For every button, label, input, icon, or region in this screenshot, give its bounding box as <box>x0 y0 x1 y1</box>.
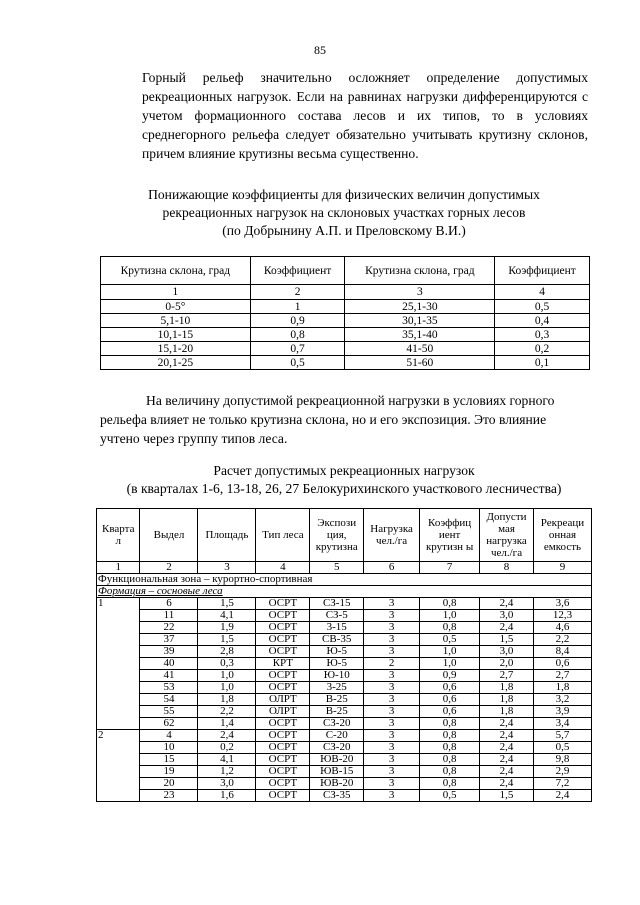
column-header: Коэффиц иент крутизн ы <box>420 509 480 562</box>
table-row <box>97 646 592 658</box>
table-cell: ОСРТ <box>256 670 310 682</box>
table-cell: 0,5 <box>250 356 345 370</box>
table-cell: СЗ-35 <box>310 790 364 802</box>
table-cell: ОСРТ <box>256 622 310 634</box>
table-row <box>97 670 592 682</box>
table-row <box>101 300 590 314</box>
formation-label: Формация – сосновые леса <box>97 586 592 598</box>
table-cell: 1,8 <box>480 694 534 706</box>
table-cell: 3,9 <box>533 706 591 718</box>
table-row <box>97 718 592 730</box>
table-cell: 3 <box>364 778 420 790</box>
table-cell: 15,1-20 <box>101 342 251 356</box>
table-cell: 1,0 <box>198 682 256 694</box>
column-number: 3 <box>345 285 495 300</box>
table-cell: 6 <box>140 598 198 610</box>
table-cell: ЮВ-20 <box>310 778 364 790</box>
table-cell: 2,7 <box>533 670 591 682</box>
table-cell: 0,8 <box>420 730 480 742</box>
column-header: Рекреаци онная емкость <box>533 509 591 562</box>
title-line: рекреационных нагрузок на склоновых участках горных лесов <box>162 205 526 220</box>
intro-paragraph <box>100 68 588 163</box>
table-cell: ОЛРТ <box>256 706 310 718</box>
column-number: 6 <box>364 562 420 574</box>
table-cell: В-25 <box>310 694 364 706</box>
table-cell: 1,5 <box>480 634 534 646</box>
table-cell: СЗ-5 <box>310 610 364 622</box>
column-number: 1 <box>101 285 251 300</box>
table-cell: 0-5° <box>101 300 251 314</box>
table-cell: 0,6 <box>420 706 480 718</box>
table-cell: 1,4 <box>198 718 256 730</box>
table-cell: ОСРТ <box>256 730 310 742</box>
table-row <box>97 778 592 790</box>
table-cell: 1,6 <box>198 790 256 802</box>
table-cell: 2,0 <box>480 658 534 670</box>
table-header-row <box>97 509 592 562</box>
table-cell: 1,5 <box>198 598 256 610</box>
table-cell: СЗ-15 <box>310 598 364 610</box>
table-cell: 1,5 <box>198 634 256 646</box>
table-cell: 0,8 <box>420 718 480 730</box>
table-cell: 3,6 <box>533 598 591 610</box>
table-cell: 1,0 <box>198 670 256 682</box>
table-cell: 0,4 <box>495 314 590 328</box>
table-cell: ОСРТ <box>256 778 310 790</box>
table-cell: 0,8 <box>420 742 480 754</box>
table-cell: 3 <box>364 646 420 658</box>
page-number: 85 <box>314 43 326 57</box>
table-cell: 0,7 <box>250 342 345 356</box>
table-cell: 2,9 <box>533 766 591 778</box>
table-cell: 10 <box>140 742 198 754</box>
table-cell: 4,6 <box>533 622 591 634</box>
table-cell: 0,8 <box>420 754 480 766</box>
table-cell: 3-25 <box>310 682 364 694</box>
table-cell: 0,2 <box>198 742 256 754</box>
title-line: Расчет допустимых рекреационных нагрузок <box>213 463 475 478</box>
column-number: 5 <box>310 562 364 574</box>
table-cell: ОСРТ <box>256 682 310 694</box>
table-cell: ЮВ-20 <box>310 754 364 766</box>
table-cell: ОСРТ <box>256 742 310 754</box>
column-number: 3 <box>198 562 256 574</box>
table-cell: 2,4 <box>480 778 534 790</box>
text-line: среднегорного рельефа следует обязательно учитывать крутизну склонов, <box>142 127 588 142</box>
table-row <box>97 610 592 622</box>
exposure-paragraph <box>100 391 588 448</box>
table-cell: ОСРТ <box>256 610 310 622</box>
table-cell: 2,4 <box>533 790 591 802</box>
zone-row <box>97 574 592 586</box>
table-cell: 5,7 <box>533 730 591 742</box>
text-line: рекреационных нагрузок. Если на равнинах нагрузки дифференцируются с <box>142 89 588 104</box>
table-row <box>101 328 590 342</box>
table-cell: ЮВ-15 <box>310 766 364 778</box>
table-cell: 2,4 <box>480 598 534 610</box>
table-cell: 2,4 <box>480 622 534 634</box>
table-cell: С-20 <box>310 730 364 742</box>
table-cell: ОСРТ <box>256 754 310 766</box>
column-header: Площадь <box>198 509 256 562</box>
column-header: Выдел <box>140 509 198 562</box>
title-line: (в кварталах 1-6, 13-18, 26, 27 Белокурихинского участкового лесничества) <box>126 481 562 496</box>
table-cell: 3 <box>364 706 420 718</box>
table-cell: 25,1-30 <box>345 300 495 314</box>
table-row <box>97 622 592 634</box>
table-cell: ОСРТ <box>256 598 310 610</box>
table-cell: 1,8 <box>480 682 534 694</box>
text-line: На величину допустимой рекреационной нагрузки в условиях горного <box>146 393 555 408</box>
column-header: Коэффициент <box>250 257 345 285</box>
column-header: Кварта л <box>97 509 140 562</box>
column-number: 7 <box>420 562 480 574</box>
table-row <box>101 356 590 370</box>
table-cell: ОСРТ <box>256 790 310 802</box>
table-cell: 37 <box>140 634 198 646</box>
table-cell: 0,8 <box>420 766 480 778</box>
table-cell: 3 <box>364 754 420 766</box>
slope-coefficient-table <box>100 256 590 370</box>
text-line: учетом формационного состава лесов и их типов, то в условиях <box>142 108 588 123</box>
table-cell: 2,2 <box>198 706 256 718</box>
text-line: причем влияние крутизны весьма существенно. <box>142 146 419 161</box>
table-cell: 3,0 <box>198 778 256 790</box>
table-cell: 0,8 <box>420 622 480 634</box>
zone-label: Функциональная зона – курортно-спортивная <box>97 574 592 586</box>
table-cell: 3 <box>364 694 420 706</box>
table-cell: 9,8 <box>533 754 591 766</box>
title-line: (по Добрынину А.П. и Преловскому В.И.) <box>222 223 466 238</box>
table-cell: 3 <box>364 598 420 610</box>
table-cell: 3,0 <box>480 610 534 622</box>
table-row <box>97 730 592 742</box>
table-cell: 1,8 <box>480 706 534 718</box>
table-cell: 12,3 <box>533 610 591 622</box>
table-cell: 1,8 <box>198 694 256 706</box>
kvartal-cell: 1 <box>97 598 140 730</box>
table-row <box>97 658 592 670</box>
table-cell: 3 <box>364 622 420 634</box>
table-cell: 3 <box>364 766 420 778</box>
table-cell: Ю-5 <box>310 658 364 670</box>
table-cell: 0,5 <box>420 790 480 802</box>
table-cell: 1,5 <box>480 790 534 802</box>
table-cell: 3,4 <box>533 718 591 730</box>
table-row <box>97 790 592 802</box>
table-cell: Ю-5 <box>310 646 364 658</box>
table-cell: 41 <box>140 670 198 682</box>
table-cell: 3 <box>364 610 420 622</box>
table-row <box>97 706 592 718</box>
table-cell: 7,2 <box>533 778 591 790</box>
table-cell: 4,1 <box>198 754 256 766</box>
table-cell: 20 <box>140 778 198 790</box>
table-row <box>101 342 590 356</box>
table-cell: 2,4 <box>198 730 256 742</box>
column-number-row <box>101 285 590 300</box>
title-line: Понижающие коэффициенты для физических величин допустимых <box>148 187 540 202</box>
table-row <box>97 634 592 646</box>
table-body <box>101 285 590 370</box>
table-cell: 22 <box>140 622 198 634</box>
table-row <box>97 742 592 754</box>
table-cell: 0,6 <box>533 658 591 670</box>
table-body <box>97 562 592 802</box>
table-row <box>97 694 592 706</box>
recreational-load-table <box>96 508 592 802</box>
table-cell: 3 <box>364 730 420 742</box>
table-row <box>101 314 590 328</box>
text-line: Горный рельеф значительно осложняет определение допустимых <box>142 70 588 85</box>
table-cell: 3 <box>364 718 420 730</box>
table-cell: 3,2 <box>533 694 591 706</box>
table-cell: 3-15 <box>310 622 364 634</box>
table-cell: 1,9 <box>198 622 256 634</box>
column-header: Нагрузка чел./га <box>364 509 420 562</box>
table-cell: 39 <box>140 646 198 658</box>
table-cell: Ю-10 <box>310 670 364 682</box>
table-cell: 20,1-25 <box>101 356 251 370</box>
table-cell: 2,4 <box>480 742 534 754</box>
formation-row <box>97 586 592 598</box>
table-cell: 55 <box>140 706 198 718</box>
text-line: рельефа влияет не только крутизна склона, но и его экспозиция. Это влияние <box>100 412 547 427</box>
table-cell: 2 <box>364 658 420 670</box>
table-cell: 0,1 <box>495 356 590 370</box>
table-cell: КРТ <box>256 658 310 670</box>
table-cell: 0,9 <box>250 314 345 328</box>
table-cell: 0,3 <box>198 658 256 670</box>
table-cell: СЗ-20 <box>310 718 364 730</box>
table-cell: 23 <box>140 790 198 802</box>
table-cell: 2,4 <box>480 718 534 730</box>
column-number: 8 <box>480 562 534 574</box>
table-cell: 51-60 <box>345 356 495 370</box>
table-cell: 30,1-35 <box>345 314 495 328</box>
table-cell: ОСРТ <box>256 766 310 778</box>
table-cell: 0,2 <box>495 342 590 356</box>
table2-title <box>100 462 588 498</box>
column-header: Тип леса <box>256 509 310 562</box>
table-cell: 1,2 <box>198 766 256 778</box>
table-row <box>97 754 592 766</box>
table-cell: 3 <box>364 670 420 682</box>
column-header: Крутизна склона, град <box>345 257 495 285</box>
table-cell: 3 <box>364 634 420 646</box>
table-cell: 53 <box>140 682 198 694</box>
table-cell: 35,1-40 <box>345 328 495 342</box>
table-cell: 3,0 <box>480 646 534 658</box>
table-cell: 0,9 <box>420 670 480 682</box>
table-cell: 0,8 <box>420 778 480 790</box>
kvartal-cell: 2 <box>97 730 140 802</box>
table-cell: 0,5 <box>495 300 590 314</box>
column-header: Коэффициент <box>495 257 590 285</box>
column-header: Крутизна склона, град <box>101 257 251 285</box>
table-cell: 3 <box>364 742 420 754</box>
column-number-row <box>97 562 592 574</box>
table-cell: 0,5 <box>420 634 480 646</box>
table-cell: 0,3 <box>495 328 590 342</box>
table-cell: 1,8 <box>533 682 591 694</box>
table-cell: 62 <box>140 718 198 730</box>
table-header-row <box>101 257 590 285</box>
table-cell: 41-50 <box>345 342 495 356</box>
table-cell: 2,4 <box>480 730 534 742</box>
column-number: 9 <box>533 562 591 574</box>
table-cell: 3 <box>364 682 420 694</box>
table-cell: 1 <box>250 300 345 314</box>
table-cell: 1,0 <box>420 610 480 622</box>
table-row <box>97 598 592 610</box>
table-cell: 0,6 <box>420 682 480 694</box>
table-cell: 40 <box>140 658 198 670</box>
column-header: Допусти мая нагрузка чел./га <box>480 509 534 562</box>
table-cell: 11 <box>140 610 198 622</box>
table-cell: 10,1-15 <box>101 328 251 342</box>
table-cell: 5,1-10 <box>101 314 251 328</box>
table-cell: СЗ-20 <box>310 742 364 754</box>
table-cell: 15 <box>140 754 198 766</box>
table-cell: 0,8 <box>250 328 345 342</box>
table-cell: 1,0 <box>420 658 480 670</box>
table-cell: ОСРТ <box>256 718 310 730</box>
table-cell: 19 <box>140 766 198 778</box>
table-cell: 0,5 <box>533 742 591 754</box>
table-cell: 2,4 <box>480 766 534 778</box>
table-cell: СВ-35 <box>310 634 364 646</box>
column-number: 1 <box>97 562 140 574</box>
table-cell: 0,8 <box>420 598 480 610</box>
column-number: 4 <box>256 562 310 574</box>
column-number: 4 <box>495 285 590 300</box>
table-cell: 4 <box>140 730 198 742</box>
table1-title <box>100 186 588 240</box>
table-cell: В-25 <box>310 706 364 718</box>
table-cell: 2,8 <box>198 646 256 658</box>
table-cell: 1,0 <box>420 646 480 658</box>
table-cell: ОСРТ <box>256 646 310 658</box>
table-cell: 0,6 <box>420 694 480 706</box>
table-cell: 2,4 <box>480 754 534 766</box>
table-row <box>97 766 592 778</box>
table-cell: ОЛРТ <box>256 694 310 706</box>
column-header: Экспози ция, крутизна <box>310 509 364 562</box>
table-cell: ОСРТ <box>256 634 310 646</box>
table-cell: 8,4 <box>533 646 591 658</box>
table-cell: 2,2 <box>533 634 591 646</box>
table-cell: 2,7 <box>480 670 534 682</box>
table-cell: 54 <box>140 694 198 706</box>
column-number: 2 <box>140 562 198 574</box>
text-line: учтено через группу типов леса. <box>100 431 288 446</box>
table-row <box>97 682 592 694</box>
table-cell: 3 <box>364 790 420 802</box>
column-number: 2 <box>250 285 345 300</box>
table-cell: 4,1 <box>198 610 256 622</box>
